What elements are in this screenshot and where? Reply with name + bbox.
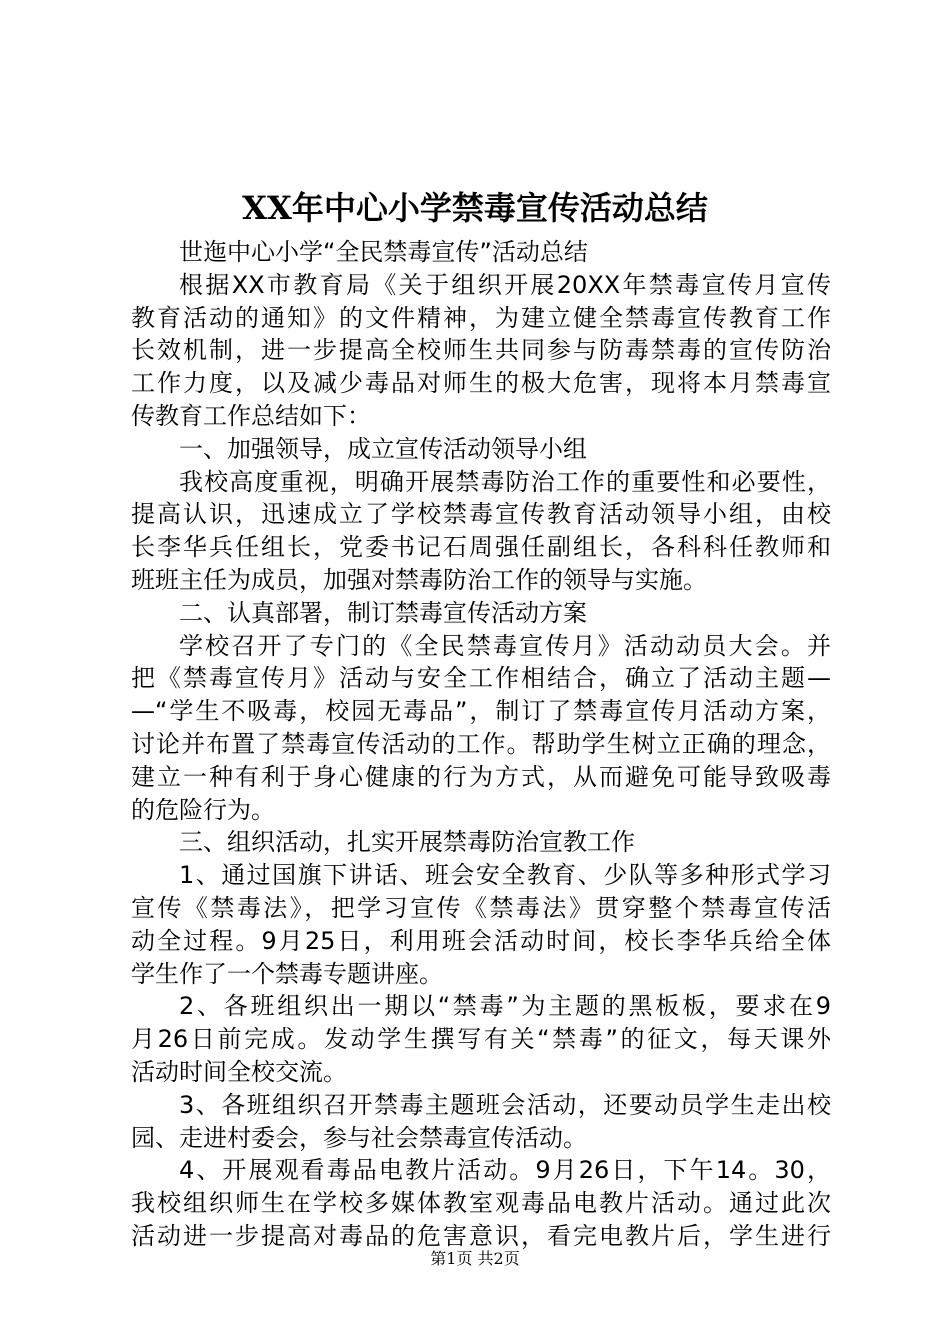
text-line: 4、开展观看毒品电教片活动。9月26日，下午14。30，	[179, 1156, 831, 1185]
text-line: 2、各班组织出一期以“禁毒”为主题的黑板板，要求在9	[179, 992, 831, 1021]
text-line: 根据XX市教育局《关于组织开展20XX年禁毒宣传月宣传	[179, 270, 831, 299]
page-footer: 第1页 共2页	[430, 1249, 520, 1268]
text-line: 提高认识，迅速成立了学校禁毒宣传教育活动领导小组，由校	[131, 500, 831, 529]
text-line: 动全过程。9月25日，利用班会活动时间，校长李华兵给全体	[131, 926, 831, 955]
section-heading: 二、认真部署，制订禁毒宣传活动方案	[179, 598, 587, 627]
document-body	[131, 236, 831, 1253]
text-line: 班班主任为成员，加强对禁毒防治工作的领导与实施。	[131, 565, 707, 594]
text-line: 学校召开了专门的《全民禁毒宣传月》活动动员大会。并	[179, 631, 831, 660]
text-line: 把《禁毒宣传月》活动与安全工作相结合，确立了活动主题—	[131, 664, 831, 693]
text-line: 建立一种有利于身心健康的行为方式，从而避免可能导致吸毒	[131, 762, 831, 791]
text-line: 活动时间全校交流。	[131, 1057, 347, 1086]
text-line: 我校高度重视，明确开展禁毒防治工作的重要性和必要性，	[179, 467, 831, 496]
document-title: XX年中心小学禁毒宣传活动总结	[242, 189, 708, 227]
text-line: 长效机制，进一步提高全校师生共同参与防毒禁毒的宣传防治	[131, 336, 831, 365]
text-line: 长李华兵任组长，党委书记石周强任副组长，各科科任教师和	[131, 533, 831, 562]
section-heading: 三、组织活动，扎实开展禁毒防治宣教工作	[179, 828, 635, 857]
text-line: 世迤中心小学“全民禁毒宣传”活动总结	[179, 238, 588, 266]
text-line: 活动进一步提高对毒品的危害意识，看完电教片后，学生进行	[131, 1221, 831, 1250]
text-line: 传教育工作总结如下：	[131, 401, 371, 430]
text-line: 宣传《禁毒法》，把学习宣传《禁毒法》贯穿整个禁毒宣传活	[131, 893, 831, 922]
section-heading: 一、加强领导，成立宣传活动领导小组	[179, 434, 587, 463]
text-line: 月26日前完成。发动学生撰写有关“禁毒”的征文，每天课外	[131, 1025, 831, 1054]
text-line: 工作力度，以及减少毒品对师生的极大危害，现将本月禁毒宣	[131, 369, 831, 398]
text-line: 3、各班组织召开禁毒主题班会活动，还要动员学生走出校	[179, 1090, 831, 1119]
text-line: 我校组织师生在学校多媒体教室观毒品电教片活动。通过此次	[131, 1189, 831, 1218]
text-line: 1、通过国旗下讲话、班会安全教育、少队等多种形式学习	[179, 861, 831, 890]
text-line: 教育活动的通知》的文件精神，为建立健全禁毒宣传教育工作	[131, 303, 831, 332]
text-line: 园、走进村委会，参与社会禁毒宣传活动。	[131, 1123, 587, 1152]
text-line: —“学生不吸毒，校园无毒品”，制订了禁毒宣传月活动方案，	[131, 697, 831, 726]
text-line: 的危险行为。	[131, 795, 275, 824]
text-line: 学生作了一个禁毒专题讲座。	[131, 959, 443, 988]
text-line: 讨论并布置了禁毒宣传活动的工作。帮助学生树立正确的理念，	[131, 729, 831, 758]
